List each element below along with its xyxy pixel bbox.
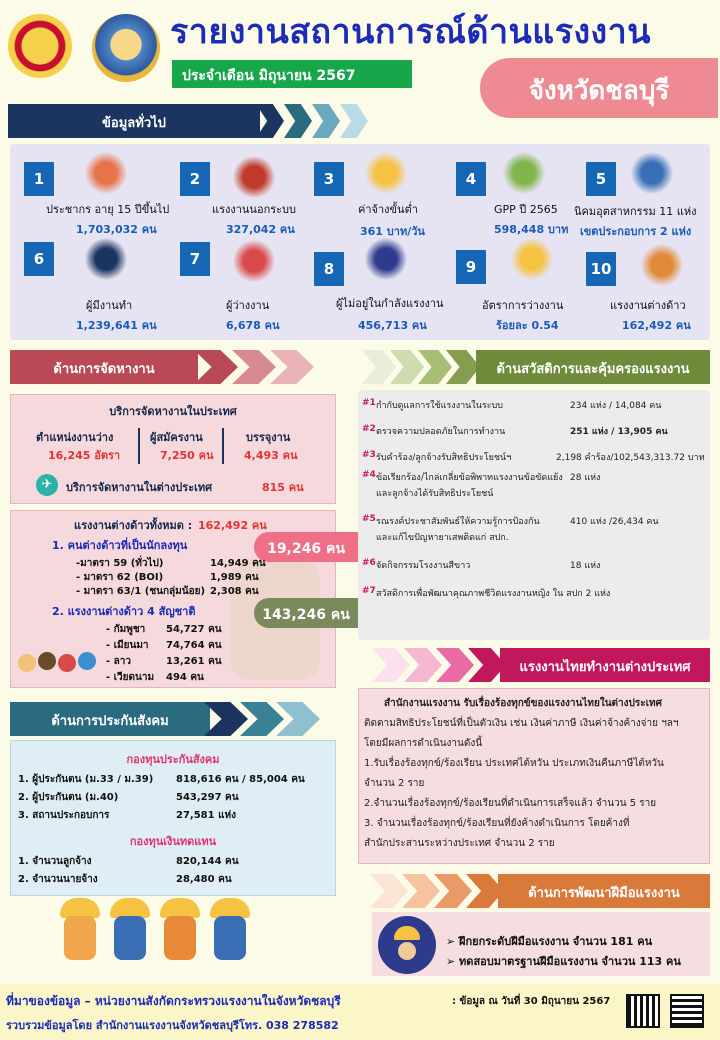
welfare-item-value: 28 แห่ง [570, 473, 601, 483]
population-icon [84, 152, 128, 194]
row-label: 3. สถานประกอบการ [18, 810, 110, 821]
row-value: 74,764 คน [166, 640, 222, 651]
welfare-item-text: รับคำร้อง/ลูกจ้างรับสิทธิประโยชน์ฯ [376, 453, 512, 463]
chevron-icon [370, 874, 408, 908]
welfare-item-value: 18 แห่ง [570, 561, 601, 571]
item-value: ร้อยละ 0.54 [496, 319, 559, 332]
arrow-icon: ➢ [446, 935, 460, 948]
welfare-item-text-2: และแก้ไขปัญหายาเสพติดแก่ สปก. [376, 533, 509, 543]
skills-line-2 [446, 952, 681, 970]
industrial-estate-icon [630, 152, 674, 194]
domestic-title: บริการจัดหางานในประเทศ [109, 405, 237, 418]
item-label: GPP ปี 2565 [494, 203, 558, 216]
footer-source: ที่มาของข้อมูล – หน่วยงานสังกัดกระทรวงแรงงานในจังหวัดชลบุรี [6, 994, 341, 1008]
footer-compiled: รวบรวมข้อมูลโดย สำนักงานแรงงานจังหวัดชลบุรีโทร. 038 278582 [6, 1019, 339, 1032]
welfare-item-value: 2,198 คำร้อง/102,543,313.72 บาท [556, 453, 705, 463]
unemployed-icon [232, 240, 276, 282]
worker-tools-icon [378, 916, 436, 974]
welfare-item-value: 251 แห่ง / 13,905 คน [570, 427, 668, 437]
abroad-paragraph: 3. จำนวนเรื่องร้องทุกข์/ร้องเรียนที่ยังค้างดำเนินการ โดยค้างที่ [364, 818, 630, 829]
row-label: - มาตรา 62 (BOI) [76, 572, 164, 583]
item-label: ค่าจ้างขั้นต่ำ [358, 203, 418, 216]
row-value: 27,581 แห่ง [176, 810, 236, 821]
row-label: - เวียดนาม [106, 672, 155, 683]
section-general-header: ข้อมูลทั่วไป [8, 104, 260, 138]
placed-value: 4,493 คน [244, 449, 298, 462]
workers-illustration [50, 898, 290, 960]
abroad-paragraph: ติดตามสิทธิประโยชน์ที่เป็นตัวเงิน เช่น เงินค่าภาษี เงินค่าจ้างค้างจ่าย ฯลฯ [364, 718, 679, 729]
welfare-item-text: ข้อเรียกร้อง/ไกล่เกลี่ยข้อพิพาทแรงงานข้อขัดแย้ง [376, 473, 563, 483]
item-label: แรงงานต่างด้าว [610, 299, 686, 312]
abroad-paragraph: สำนักประสานระหว่างประเทศ จำนวน 2 ราย [364, 838, 555, 849]
item-number: 9 [456, 250, 486, 284]
vacancies-value: 16,245 อัตรา [48, 449, 121, 462]
item-value: 361 บาท/วัน [360, 225, 425, 238]
welfare-item-number: #2 [362, 424, 376, 434]
item-label: นิคมอุตสาหกรรม 11 แห่ง [574, 205, 697, 218]
coins-icon [364, 152, 408, 194]
item-value: 456,713 คน [358, 319, 427, 332]
item-value: 1,703,032 คน [76, 223, 157, 236]
item-value: เขตประกอบการ 2 แห่ง [580, 225, 692, 238]
row-value: 14,949 คน [210, 558, 266, 569]
item-label: แรงงานนอกระบบ [212, 203, 297, 216]
placed-label: บรรจุงาน [246, 431, 291, 444]
welfare-item-text: ตรวจความปลอดภัยในการทำงาน [376, 427, 506, 437]
chevron-icon [372, 648, 410, 682]
item-value: 327,042 คน [226, 223, 295, 236]
abroad-paragraph: โดยมีผลการดำเนินงานดังนี้ [364, 738, 483, 749]
skills-line-1 [446, 932, 652, 950]
footer-date: : ข้อมูล ณ วันที่ 30 มิถุนายน 2567 [452, 996, 611, 1007]
item-label: ผู้มีงานทำ [86, 299, 133, 312]
province-seal-logo [92, 14, 160, 82]
section-welfare-header: ด้านสวัสดิการและคุ้มครองแรงงาน [476, 350, 710, 384]
arrow-icon: ➢ [446, 955, 460, 968]
not-in-labor-force-icon [364, 238, 408, 280]
investor-total-badge: 19,246 คน [254, 532, 358, 562]
section-abroad-header: แรงงานไทยทำงานต่างประเทศ [500, 648, 710, 682]
item-value: 162,492 คน [622, 319, 691, 332]
skills-testing-text: ทดสอบมาตรฐานฝีมือแรงงาน จำนวน 113 คน [459, 955, 681, 968]
qr-code-icon[interactable] [670, 994, 704, 1028]
row-value: 13,261 คน [166, 656, 222, 667]
row-value: 1,989 คน [210, 572, 259, 583]
welfare-item-text: รณรงค์ประชาสัมพันธ์ให้ความรู้การป้องกัน [376, 517, 540, 527]
item-label: ผู้ไม่อยู่ในกำลังแรงงาน [336, 297, 444, 310]
row-label: 1. ผู้ประกันตน (ม.33 / ม.39) [18, 774, 154, 785]
chevron-icon [312, 104, 340, 138]
divider [222, 428, 224, 464]
item-number: 1 [24, 162, 54, 196]
welfare-item-number: #6 [362, 558, 376, 568]
item-number: 3 [314, 162, 344, 196]
item-number: 6 [24, 242, 54, 276]
vacancies-label: ตำแหน่งงานว่าง [36, 431, 114, 444]
province-name: จังหวัดชลบุรี [480, 58, 718, 118]
welfare-item-value: 234 แห่ง / 14,084 คน [570, 401, 662, 411]
row-label: - มาตรา 63/1 (ชนกลุ่มน้อย) [76, 586, 206, 597]
divider [138, 428, 140, 464]
abroad-paragraph: 2.จำนวนเรื่องร้องทุกข์/ร้องเรียนที่ดำเนินการเสร็จแล้ว จำนวน 5 ราย [364, 798, 657, 809]
row-value: 820,144 คน [176, 856, 239, 867]
chevron-icon [284, 104, 312, 138]
foreign-total-label: แรงงานต่างด้าวทั้งหมด : [74, 519, 193, 532]
welfare-item-text: จัดกิจกรรมโรงงานสีขาว [376, 561, 471, 571]
row-label: - ลาว [106, 656, 131, 667]
ministry-seal-logo [8, 14, 72, 78]
welfare-item-number: #1 [362, 398, 376, 408]
section-skills-header: ด้านการพัฒนาฝีมือแรงงาน [498, 874, 710, 908]
airplane-icon: ✈ [36, 474, 58, 496]
informal-workers-icon [232, 156, 276, 198]
item-number: 5 [586, 162, 616, 196]
row-label: 1. จำนวนลูกจ้าง [18, 856, 92, 867]
item-label: อัตราการว่างงาน [482, 299, 564, 312]
item-number: 2 [180, 162, 210, 196]
section-employment-header: ด้านการจัดหางาน [10, 350, 198, 384]
row-label: -มาตรา 59 (ทั่วไป) [76, 558, 164, 569]
row-label: - เมียนมา [106, 640, 149, 651]
abroad-paragraph: จำนวน 2 ราย [364, 778, 425, 789]
welfare-item-number: #7 [362, 586, 376, 596]
item-number: 8 [314, 252, 344, 286]
item-number: 10 [586, 252, 616, 286]
chevron-icon [232, 350, 276, 384]
compensation-fund-title: กองทุนเงินทดแทน [129, 835, 217, 848]
row-value: 494 คน [166, 672, 204, 683]
overseas-value: 815 คน [262, 481, 304, 494]
item-number: 7 [180, 242, 210, 276]
abroad-paragraph: สำนักงานแรงงาน รับเรื่องร้องทุกข์ของแรงงานไทยในต่างประเทศ [384, 698, 662, 709]
report-month: ประจำเดือน มิถุนายน 2567 [172, 60, 412, 88]
foreign-total-value: 162,492 คน [198, 519, 267, 532]
gpp-icon [502, 152, 546, 194]
row-value: 54,727 คน [166, 624, 222, 635]
chevron-icon [194, 350, 238, 384]
chevron-icon [362, 350, 396, 384]
employed-icon [84, 238, 128, 280]
four-nationality-total-badge: 143,246 คน [254, 598, 358, 628]
overseas-label: บริการจัดหางานในต่างประเทศ [66, 481, 213, 494]
row-value: 543,297 คน [176, 792, 239, 803]
applicants-value: 7,250 คน [160, 449, 214, 462]
row-label: 2. จำนวนนายจ้าง [18, 874, 98, 885]
item-value: 6,678 คน [226, 319, 280, 332]
welfare-item-number: #3 [362, 450, 376, 460]
row-value: 2,308 คน [210, 586, 259, 597]
page-title: รายงานสถานการณ์ด้านแรงงาน [170, 12, 651, 52]
welfare-item-text-2: และลูกจ้างได้รับสิทธิประโยชน์ [376, 489, 494, 499]
item-label: ประชากร อายุ 15 ปีขึ้นไป [46, 203, 170, 216]
four-nationality-title: 2. แรงงานต่างด้าว 4 สัญชาติ [52, 605, 196, 618]
item-number: 4 [456, 162, 486, 196]
item-value: 1,239,641 คน [76, 319, 157, 332]
chevron-icon [270, 350, 314, 384]
item-label: ผู้ว่างงาน [226, 299, 270, 312]
row-value: 28,480 คน [176, 874, 232, 885]
row-value: 818,616 คน / 85,004 คน [176, 774, 305, 785]
welfare-item-value: 410 แห่ง /26,434 คน [570, 517, 659, 527]
qr-code-icon[interactable] [626, 994, 660, 1028]
row-label: - กัมพูชา [106, 624, 146, 635]
chevron-icon [256, 104, 284, 138]
row-label: 2. ผู้ประกันตน (ม.40) [18, 792, 119, 803]
skills-training-text: ฝึกยกระดับฝีมือแรงงาน จำนวน 181 คน [459, 935, 653, 948]
welfare-item-text: กำกับดูแลการใช้แรงงานในระบบ [376, 401, 503, 411]
chevron-icon [340, 104, 368, 138]
section-social-header: ด้านการประกันสังคม [10, 702, 210, 736]
abroad-paragraph: 1.รับเรื่องร้องทุกข์/ร้องเรียน ประเทศไต้หวัน ประเภทเงินคืนภาษีไต้หวัน [364, 758, 664, 769]
welfare-item-text: สวัสดิการเพื่อพัฒนาคุณภาพชีวิตแรงงานหญิง ใน สปก 2 แห่ง [376, 589, 611, 599]
foreign-workers-icon [640, 244, 684, 286]
welfare-item-number: #4 [362, 470, 376, 480]
item-value: 598,448 บาท [494, 223, 569, 236]
chevron-icon [204, 702, 248, 736]
applicants-label: ผู้สมัครงาน [150, 431, 203, 444]
kids-illustration [18, 650, 98, 684]
investor-group-title: 1. คนต่างด้าวที่เป็นนักลงทุน [52, 539, 188, 552]
welfare-item-number: #5 [362, 514, 376, 524]
social-fund-title: กองทุนประกันสังคม [126, 753, 220, 766]
unemployment-rate-icon [510, 238, 554, 280]
